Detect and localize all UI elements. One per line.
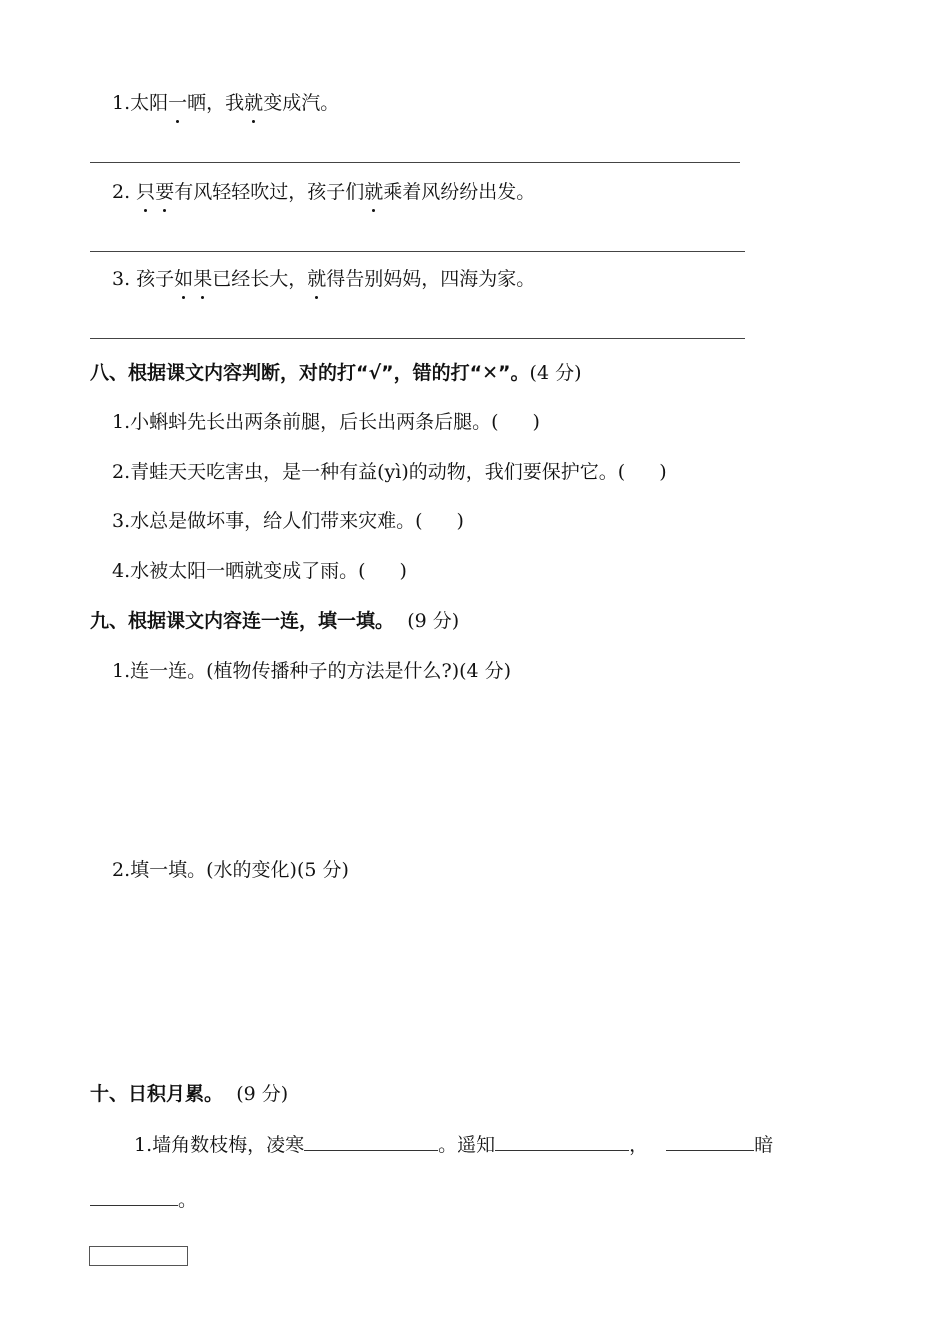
heading-text: 十、日积月累。 — [90, 1083, 224, 1105]
dotted-char: 只 — [136, 181, 156, 203]
dotted-char: 一 — [168, 92, 188, 114]
text: 1.墙角数枝梅，凌寒 — [134, 1134, 305, 1156]
dotted-char: 要 — [155, 181, 175, 203]
fill-question — [112, 857, 349, 883]
judge-item-1 — [112, 409, 540, 435]
answer-line-2[interactable] — [90, 251, 745, 252]
heading-text: 八、根据课文内容判断，对的打“√”，错的打“✕”。 — [90, 362, 530, 384]
dotted-char: 就 — [244, 92, 264, 114]
text: 晒，我 — [187, 92, 245, 114]
dotted-char: 果 — [193, 268, 213, 290]
text: ) — [456, 510, 464, 532]
text: ) — [659, 461, 667, 483]
text: ) — [399, 560, 407, 582]
text: 2. — [112, 181, 137, 203]
text: 2.填一填。(水的变化)(5 分) — [112, 859, 349, 881]
text: 有风轻轻吹过，孩子们 — [174, 181, 365, 203]
text: 4.水被太阳一晒就变成了雨。( — [112, 560, 366, 582]
text: 1.小蝌蚪先长出两条前腿，后长出两条后腿。( — [112, 411, 499, 433]
blank-2[interactable] — [495, 1130, 629, 1151]
judge-item-4 — [112, 558, 407, 584]
page-box — [89, 1246, 188, 1266]
blank-1[interactable] — [304, 1130, 438, 1151]
dotted-char: 如 — [174, 268, 194, 290]
sentence-2 — [112, 179, 535, 205]
section-8-heading — [90, 360, 582, 386]
sentence-3 — [112, 266, 535, 292]
text: 变成汽。 — [263, 92, 340, 114]
poem-line-cont — [90, 1185, 197, 1213]
answer-line-3[interactable] — [90, 338, 745, 339]
sentence-1 — [112, 90, 339, 116]
section-9-heading — [90, 608, 459, 634]
text: 得告别妈妈，四海为家。 — [326, 268, 536, 290]
text: 乘着风纷纷出发。 — [383, 181, 536, 203]
blank-3[interactable] — [666, 1130, 754, 1151]
judge-item-2 — [112, 459, 667, 485]
dotted-char: 就 — [307, 268, 327, 290]
text: 已经长大， — [212, 268, 308, 290]
points: (4 分) — [529, 362, 582, 384]
text: 3. 孩子 — [112, 268, 175, 290]
answer-line-1[interactable] — [90, 162, 740, 163]
heading-text: 九、根据课文内容连一连，填一填。 — [90, 610, 395, 632]
text: 1.连一连。(植物传播种子的方法是什么?)(4 分) — [112, 660, 512, 682]
text: 3.水总是做坏事，给人们带来灾难。( — [112, 510, 423, 532]
blank-4[interactable] — [90, 1185, 178, 1206]
text: 。 — [178, 1189, 198, 1211]
match-question — [112, 658, 511, 684]
judge-item-3 — [112, 508, 464, 534]
text: ) — [532, 411, 540, 433]
dotted-char: 就 — [364, 181, 384, 203]
section-10-heading — [90, 1081, 288, 1107]
points: (9 分) — [407, 610, 460, 632]
poem-line — [134, 1130, 773, 1158]
points: (9 分) — [236, 1083, 289, 1105]
text: 2.青蛙天天吃害虫，是一种有益(yì)的动物，我们要保护它。( — [112, 461, 626, 483]
text: ， — [629, 1134, 649, 1156]
text: 1.太阳 — [112, 92, 169, 114]
text: 暗 — [754, 1134, 774, 1156]
text: 。遥知 — [438, 1134, 496, 1156]
